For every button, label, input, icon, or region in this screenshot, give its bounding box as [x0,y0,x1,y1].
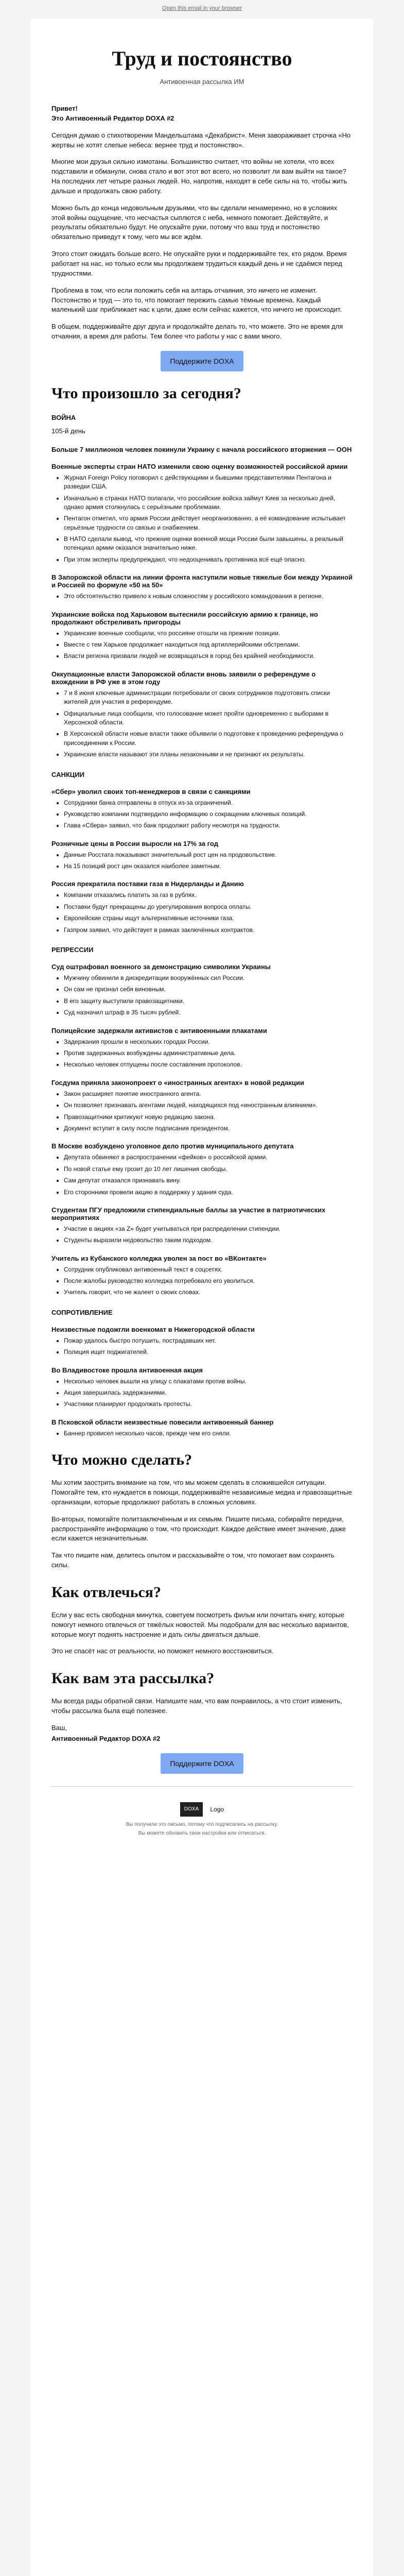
news-headline: Россия прекратила поставки газа в Нидерланды и Данию [51,880,244,888]
news-list [51,689,353,759]
news-bullet: • В Херсонской области новые власти также объявили о подготовке к проведению референдума о присоединении к России. [64,730,353,748]
news-headline: Больше 7 миллионов человек покинули Украину с начала российского вторжения — ООН [51,445,352,453]
intro-p2: Многие мои друзья сильно измотаны. Большинство считает, что войны не хотели, что всех подставили и обманули, снова стало и вот этот вот всего, но позволит ли вам выйти на такое? На последних лет четыре разных людей. Но, напротив, находят в себе силы на то, чтобы жить дальше и продолжать свою работу. [51,158,347,195]
news-bullet: • Студенты выразили недовольство таким подходом. [64,1236,353,1245]
news-bullet: • Мужчину обвинили в дискредитации вооружённых сил России. [64,974,353,982]
news-bullet: • Это обстоятельство привело к новым сложностям у российского командования в регионе. [64,592,353,601]
news-bullet: • Пентагон отметил, что армия России действует неорганизованно, а её командование испытывает серьёзные трудности со связью и снабжением. [64,514,353,532]
news-bullet: • Депутата обвиняют в распространении «фейков» о российской армии. [64,1153,353,1162]
news-bullet: • Участники планируют продолжать протесты. [64,1400,353,1409]
news-headline: В Псковской области неизвестные повесили антивоенный баннер [51,1418,274,1426]
section-label-war: ВОЙНА [51,413,76,421]
news-headline: «Сбер» уволил своих топ-менеджеров в связи с санкциями [51,787,251,795]
news-list [51,473,353,565]
news-headline: Неизвестные подожгли военкомат в Нижегородской области [51,1325,255,1333]
news-list [51,851,353,871]
news-bullet: • Официальные лица сообщили, что голосование может пройти одновременно с выборами в Херсонской области. [64,709,353,727]
news-headline: Украинские войска под Харьковом вытеснили российскую армию к границе, но продолжают обстреливать пригороды [51,610,318,626]
news-bullet: • Акция завершилась задержаниями. [64,1388,353,1397]
news-list [51,629,353,661]
doxa-logo-icon: DOXA [180,1802,203,1817]
news-bullet: • Закон расширяет понятие иностранного агента. [64,1090,353,1098]
news-list [51,1038,353,1070]
news-bullet: • Европейские страны ищут альтернативные источники газа. [64,914,353,923]
intro-p4: Этого стоит ожидать больше всего. Не опускайте руки и поддерживайте тех, кто рядом. Время работает на нас, но только если мы продолжаем трудиться каждый день и не сдаёмся перед трудностями. [51,250,347,277]
intro-p3: Можно быть до конца недовольным друзьями, что вы сделали ненамеренно, но в условиях этой войны ощущение, что несчастья сыплются с неба, немного помогает. Действуйте, и результаты обязательно будут. Не опускайте руки, потому что ваш труд и постоянство обязательно приведут к тому, чего мы все ждём. [51,204,338,241]
divider [51,1786,353,1787]
footer-note: Вы получили это письмо, потому что подписались на рассылку. [126,1821,278,1827]
feedback-p1: Мы всегда рады обратной связи. Напишите нам, что вам понравилось, а что стоит изменить, чтобы рассылка была ещё полезнее. [51,1697,342,1715]
news-headline: Полицейские задержали активистов с антивоенными плакатами [51,1026,267,1035]
email-sheet [31,19,373,2576]
news-bullet: • Документ вступит в силу после подписания президентом. [64,1124,353,1133]
news-bullet: • По новой статье ему грозит до 10 лет лишения свободы. [64,1165,353,1174]
news-headline: В Москве возбуждено уголовное дело против муниципального депутата [51,1142,294,1150]
news-bullet: • Баннер провисел несколько часов, прежде чем его сняли. [64,1429,353,1438]
news-bullet: • Изначально в странах НАТО полагали, что российские войска займут Киев за несколько дней, однако армия столкнулась с серьёзными проблемами. [64,494,353,512]
news-bullet: • Компании отказались платить за газ в рублях. [64,891,353,900]
news-headline: В Запорожской области на линии фронта наступили новые тяжелые бои между Украиной и Россией по формуле «50 на 50» [51,573,353,589]
news-bullet: • Поставки будут прекращены до урегулирования вопроса оплаты. [64,903,353,911]
support-button-bottom[interactable]: Поддержите DOXA [161,1753,243,1774]
news-bullet: • Руководство компании подтвердило информацию о сокращении ключевых позиций. [64,810,353,819]
news-bullet: • 7 и 8 июня ключевые администрации потребовали от своих сотрудников подготовить списки жителей для участия в референдуме. [64,689,353,707]
news-bullet: • В НАТО сделали вывод, что прежние оценки военной мощи России были завышены, а реальный потенциал армии оказался значительно ниже. [64,535,353,553]
support-button-top[interactable]: Поддержите DOXA [161,351,243,371]
news-bullet: • На 15 позиций рост цен оказался наиболее заметным. [64,862,353,871]
news-bullet: • Журнал Foreign Policy поговорил с действующими и бывшими представителями Пентагона и разведки США. [64,473,353,492]
news-bullet: • Несколько человек вышли на улицу с плакатами против войны. [64,1377,353,1386]
intro-p6: В общем, поддерживайте друг друга и продолжайте делать то, что можете. Это не время для отчаяния, а время для работы. Тем более что работы у нас с вами много. [51,323,343,341]
news-bullet: • Задержания прошли в нескольких городах России. [64,1038,353,1046]
news-bullet: • Учитель говорит, что не жалеет о своих словах. [64,1288,353,1297]
news-list [51,974,353,1018]
news-bullet: • Он сам не признал себя виновным. [64,985,353,994]
what-to-do-p2: Во-вторых, помогайте политзаключённым и их семьям. Пишите письма, собирайте передачи, распространяйте информацию о том, что происходит. Каждое действие имеет значение, даже если кажется незначительным. [51,1515,346,1543]
greeting: Привет! Это Антивоенный Редактор DOXA #2 [51,105,174,122]
footer-note: Вы можете обновить свои настройки или отписаться. [138,1830,266,1836]
what-to-do-p1: Мы хотим заострить внимание на том, что мы можем сделать в сложившейся ситуации. Помогайте тем, кто нуждается в помощи, поддерживайте независимые медиа и правозащитные организации, которые продолжают работать в сложных условиях. [51,1479,352,1506]
intro-p1: Сегодня думаю о стихотворении Мандельштама «Декабрист». Меня завораживает строчка «Но жертвы не хотят слепые небеса: вернее труд и постоянство». [51,131,351,149]
section-heading-what-to-do: Что можно сделать? [51,1451,192,1469]
news-bullet: • Глава «Сбера» заявил, что банк продолжит работу несмотря на трудности. [64,821,353,830]
news-headline: Во Владивостоке прошла антивоенная акция [51,1366,203,1374]
news-headline: Розничные цены в России выросли на 17% за год [51,839,218,848]
news-bullet: • Сам депутат отказался признавать вину. [64,1176,353,1185]
news-list [51,1336,353,1357]
news-headline: Военные эксперты стран НАТО изменили свою оценку возможностей российской армии [51,462,348,470]
news-bullet: • Власти региона призвали людей не возвращаться в город без крайней необходимости. [64,652,353,660]
day-counter: 105-й день [51,427,85,435]
news-bullet: • Сотрудники банка отправлены в отпуск из-за ограничений. [64,799,353,807]
news-list [51,1429,353,1438]
news-bullet: • Полиция ищет поджигателей. [64,1348,353,1357]
section-heading-distraction: Как отвлечься? [51,1583,162,1601]
view-in-browser-link[interactable]: Open this email in your browser [162,5,242,11]
news-bullet: • Правозащитники критикуют новую редакцию закона. [64,1113,353,1122]
news-bullet: • Данные Росстата показывают значительный рост цен на продовольствие. [64,851,353,859]
news-bullet: • Суд назначил штраф в 35 тысяч рублей. [64,1008,353,1017]
news-list [51,1377,353,1409]
news-headline: Госдума приняла законопроект о «иностранных агентах» в новой редакции [51,1078,304,1087]
section-heading-today: Что произошло за сегодня? [51,384,241,402]
news-bullet: • Пожар удалось быстро потушить, пострадавших нет. [64,1336,353,1345]
news-bullet: • После жалобы руководство колледжа потребовало его уволиться. [64,1277,353,1285]
news-list [51,799,353,831]
news-bullet: • При этом эксперты предупреждают, что недооценивать противника всё ещё опасно. [64,555,353,564]
news-headline: Суд оштрафовал военного за демонстрацию символики Украины [51,963,271,971]
section-label-resistance: СОПРОТИВЛЕНИЕ [51,1308,113,1316]
intro-p5: Проблема в том, что если положить себя на алтарь отчаяния, это ничего не изменит. Постоянство и труд — это то, что помогает пережить самые тёмные времена. Каждый маленький шаг приближает нас к цели, даже если сейчас кажется, что ничего не происходит. [51,286,342,314]
signature: Ваш, Антивоенный Редактор DOXA #2 [51,1724,161,1742]
news-list [51,592,353,601]
news-bullet: • Газпром заявил, что действует в рамках заключённых контрактов. [64,926,353,935]
news-list [51,1153,353,1197]
news-list [51,891,353,935]
news-bullet: • Он позволяет признавать агентами людей, находящихся под «иностранным влиянием». [64,1101,353,1110]
distraction-p1: Если у вас есть свободная минутка, советуем посмотреть фильм или почитать книгу, которые помогут немного отвлечься от тяжёлых новостей. Мы подобрали для вас несколько вариантов, которые могут поднять настроение и дать силы двигаться дальше. [51,1611,349,1638]
page-subtitle: Антивоенная рассылка ИМ [160,78,244,86]
section-label-repressions: РЕПРЕССИИ [51,946,94,954]
news-bullet: • Против задержанных возбуждены административные дела. [64,1049,353,1058]
section-heading-feedback: Как вам эта рассылка? [51,1670,215,1687]
section-label-sanctions: САНКЦИИ [51,770,84,778]
news-list [51,1225,353,1245]
news-list [51,1090,353,1133]
logo-text: Logo [210,1805,224,1813]
distraction-p2: Это не спасёт нас от реальности, но поможет немного восстановиться. [51,1647,274,1655]
news-bullet: • Вместе с тем Харьков продолжает находиться под артиллерийскими обстрелами. [64,640,353,649]
news-bullet: • Сотрудник опубликовал антивоенный текст в соцсетях. [64,1265,353,1274]
news-bullet: • Украинские военные сообщили, что россияне отошли на прежние позиции. [64,629,353,638]
news-bullet: • В его защиту выступили правозащитники. [64,997,353,1006]
news-list [51,1265,353,1297]
page-title: Труд и постоянство [112,47,292,70]
news-bullet: • Участие в акциях «за Z» будет учитываться при распределении стипендии. [64,1225,353,1233]
news-bullet: • Украинские власти называют эти планы незаконными и не признают их результаты. [64,750,353,759]
news-bullet: • Несколько человек отпущены после составления протоколов. [64,1060,353,1069]
what-to-do-p3: Так что пишите нам, делитесь опытом и рассказывайте о том, что помогает вам сохранять силы. [51,1551,335,1569]
news-headline: Студентам ПГУ предложили стипендиальные баллы за участие в патриотических мероприятиях [51,1206,326,1222]
news-headline: Оккупационные власти Запорожской области вновь заявили о референдуме о вхождении в РФ уже в этом году [51,670,316,686]
news-headline: Учитель из Кубанского колледжа уволен за пост во «ВКонтакте» [51,1254,267,1262]
news-bullet: • Его сторонники провели акцию в поддержку у здания суда. [64,1188,353,1197]
footer-logo-row [51,1802,353,1817]
